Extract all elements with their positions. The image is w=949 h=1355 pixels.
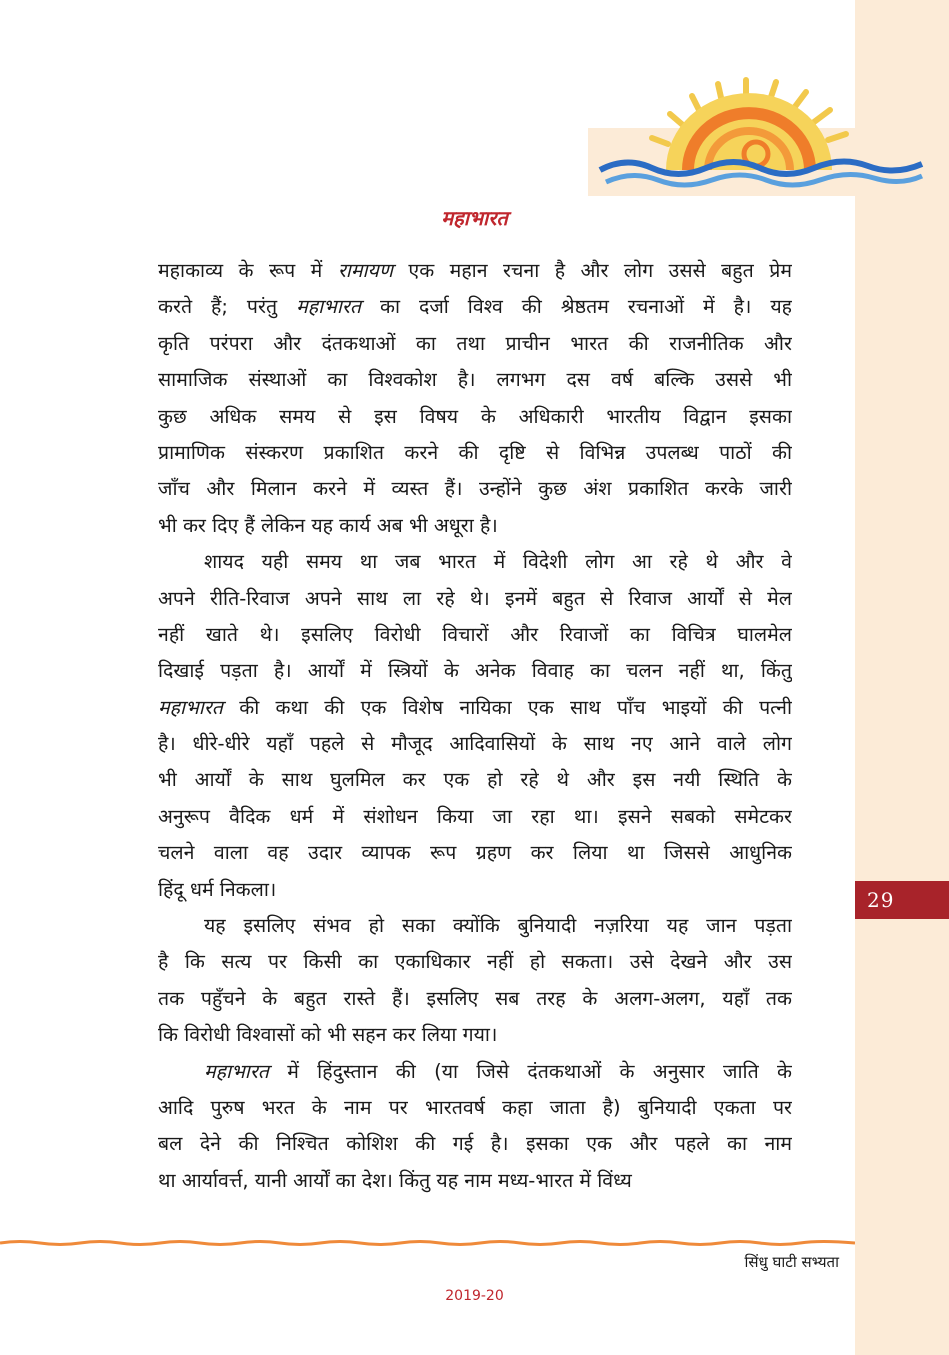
footer-year: 2019-20 [445, 1288, 504, 1304]
text-line: तक पहुँचने के बहुत रास्ते हैं। इसलिए सब तरह के अलग-अलग, यहाँ तक [158, 986, 792, 1010]
italic-title: महाभारत [296, 295, 361, 319]
text-line: महाभारत की कथा की एक विशेष नायिका एक साथ पाँच भाइयों की पत्नी [158, 695, 792, 719]
body-text [158, 253, 792, 1199]
text-line: भी कर दिए हैं लेकिन यह कार्य अब भी अधूरा है। [158, 513, 498, 537]
text-line: जाँच और मिलान करने में व्यस्त हैं। उन्होंने कुछ अंश प्रकाशित करके जारी [158, 477, 792, 501]
footer-book-title: सिंधु घाटी सभ्यता [744, 1253, 839, 1271]
text-line: यह इसलिए संभव हो सका क्योंकि बुनियादी नज़रिया यह जान पड़ता [204, 914, 792, 938]
text-line: करते हैं; परंतु महाभारत का दर्जा विश्व की श्रेष्ठतम रचनाओं में है। यह [158, 295, 792, 319]
text-line: दिखाई पड़ता है। आर्यों में स्त्रियों के अनेक विवाह का चलन नहीं था, किंतु [158, 659, 792, 683]
text-line: है कि सत्य पर किसी का एकाधिकार नहीं हो सकता। उसे देखने और उस [158, 950, 792, 974]
text-line: नहीं खाते थे। इसलिए विरोधी विचारों और रिवाजों का विचित्र घालमेल [158, 622, 792, 646]
sun-wave-illustration [596, 72, 926, 192]
text-line: बल देने की निश्चित कोशिश की गई है। इसका एक और पहले का नाम [158, 1132, 792, 1156]
text-line: है। धीरे-धीरे यहाँ पहले से मौजूद आदिवासियों के साथ नए आने वाले लोग [158, 732, 792, 756]
italic-title: महाभारत [158, 695, 223, 719]
text-line: कृति परंपरा और दंतकथाओं का तथा प्राचीन भारत की राजनीतिक और [158, 331, 792, 355]
italic-title: महाभारत [204, 1059, 269, 1083]
page-title: महाभारत [441, 206, 508, 230]
text-line: कि विरोधी विश्वासों को भी सहन कर लिया गया। [158, 1023, 498, 1047]
text-line: अनुरूप वैदिक धर्म में संशोधन किया जा रहा था। इसने सबको समेटकर [158, 804, 792, 828]
text-line: प्रामाणिक संस्करण प्रकाशित करने की दृष्टि से विभिन्न उपलब्ध पाठों की [158, 440, 792, 464]
text-line: चलने वाला वह उदार व्यापक रूप ग्रहण कर लिया था जिससे आधुनिक [158, 841, 792, 865]
text-line: था आर्यावर्त्त, यानी आर्यों का देश। किंतु यह नाम मध्य-भारत में विंध्य [158, 1168, 632, 1192]
text-line: महाभारत में हिंदुस्तान की (या जिसे दंतकथाओं के अनुसार जाति के [204, 1059, 792, 1083]
text-line: शायद यही समय था जब भारत में विदेशी लोग आ रहे थे और वे [204, 550, 792, 574]
text-line: आदि पुरुष भरत के नाम पर भारतवर्ष कहा जाता है) बुनियादी एकता पर [158, 1095, 792, 1119]
text-line: अपने रीति-रिवाज अपने साथ ला रहे थे। इनमें बहुत से रिवाज आर्यों से मेल [158, 586, 792, 610]
italic-title: रामायण [337, 259, 393, 282]
text-line: कुछ अधिक समय से इस विषय के अधिकारी भारतीय विद्वान इसका [158, 404, 792, 428]
page-number: 29 [855, 881, 949, 919]
text-line: हिंदू धर्म निकला। [158, 877, 277, 901]
footer-rule [0, 1238, 855, 1248]
text-line: महाकाव्य के रूप में रामायण एक महान रचना है और लोग उससे बहुत प्रेम [158, 259, 792, 282]
text-line: भी आर्यों के साथ घुलमिल कर एक हो रहे थे और इस नयी स्थिति के [158, 768, 792, 792]
text-line: सामाजिक संस्थाओं का विश्वकोश है। लगभग दस वर्ष बल्कि उससे भी [158, 368, 792, 392]
